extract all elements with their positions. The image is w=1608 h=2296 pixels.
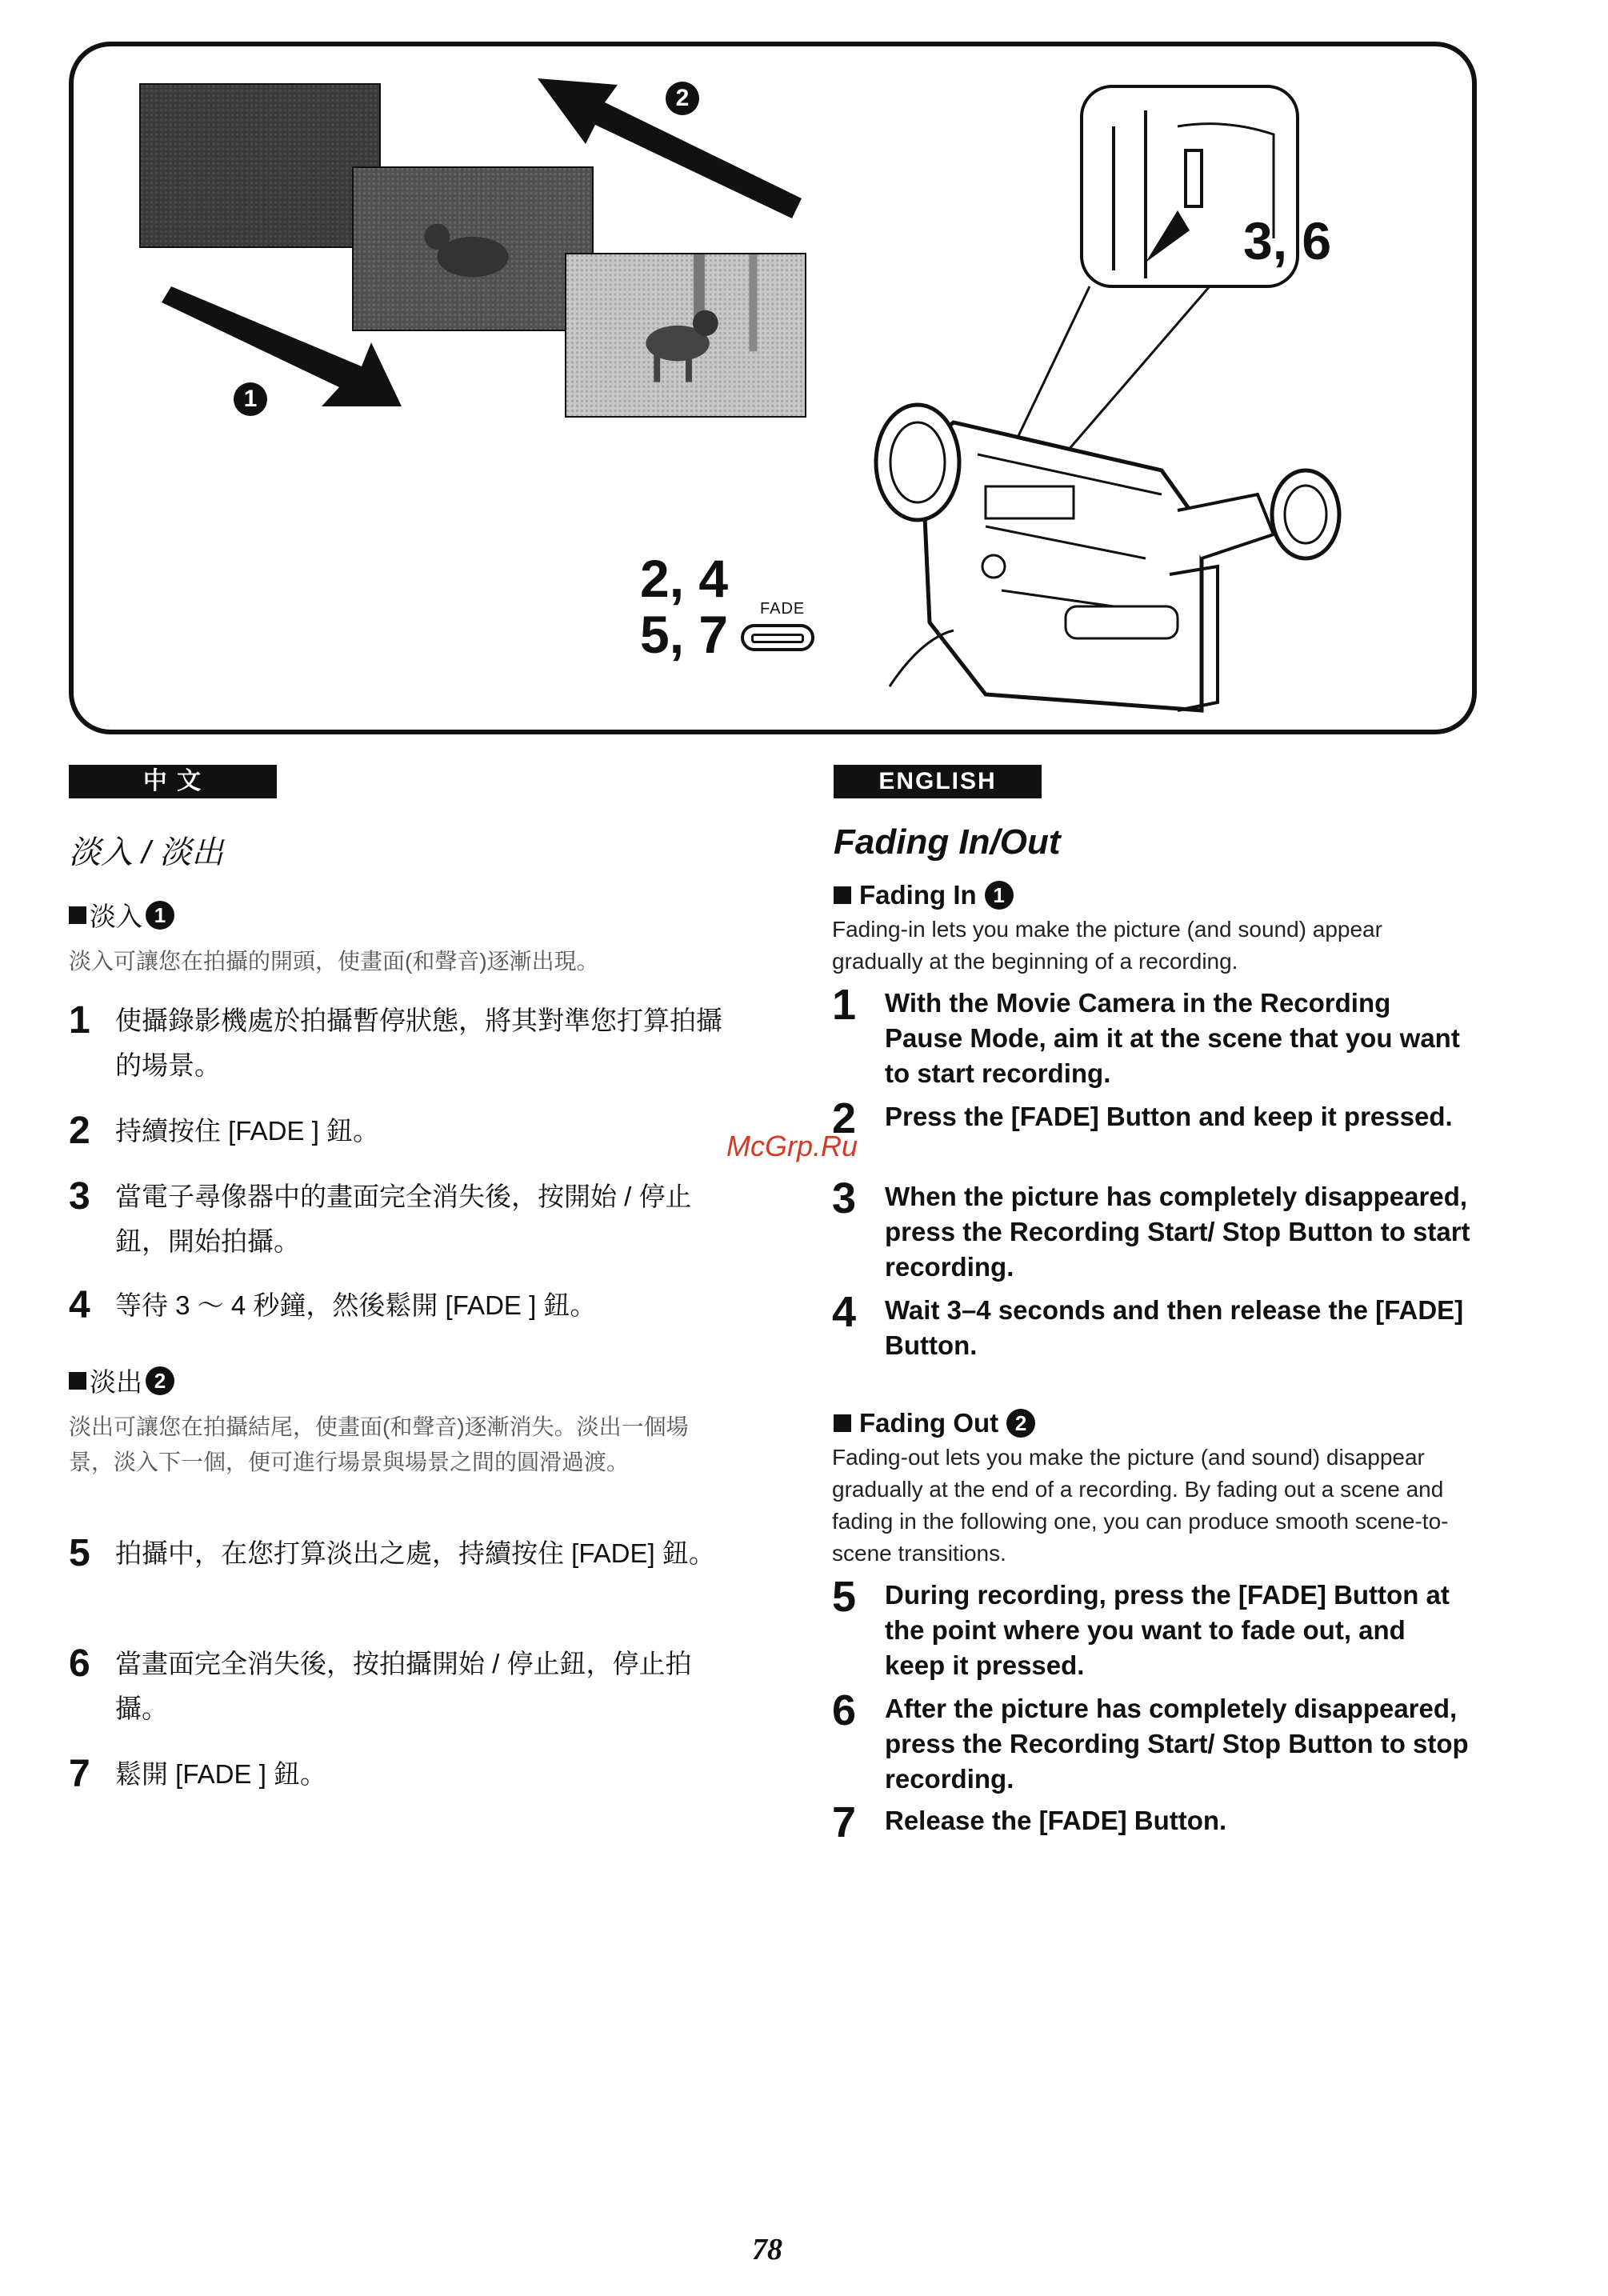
- zh-fade-out-heading: [69, 1362, 174, 1399]
- en-step: [832, 1094, 1472, 1142]
- fade-button-label: FADE: [760, 600, 806, 618]
- bullet-square-icon: [834, 886, 851, 904]
- zh-step-text: 等待 3 ～ 4 秒鐘，然後鬆開 [FADE ] 鈕。: [115, 1290, 597, 1320]
- en-step-text: Press the [FADE] Button and keep it pressed.: [885, 1102, 1453, 1131]
- en-step-text: Release the [FADE] Button.: [885, 1806, 1227, 1835]
- en-fade-in-intro: Fading-in lets you make the picture (and sound) appear gradually at the beginning of a recording.: [832, 917, 1382, 974]
- en-step: [832, 981, 1472, 1091]
- zh-fade-out-heading-text: 淡出: [90, 1367, 142, 1397]
- en-fade-out-heading: [834, 1408, 1035, 1438]
- en-step-text: When the picture has completely disappeared, press the Recording Start/ Stop Button to start recording.: [885, 1182, 1470, 1282]
- zh-section-title: 淡入 / 淡出: [69, 835, 224, 870]
- zh-step: [69, 1531, 733, 1576]
- bullet-square-icon: [69, 906, 86, 924]
- fade-frame-bright: [565, 253, 806, 418]
- circled-one-icon: 1: [985, 881, 1014, 910]
- en-step-number: 7: [832, 1798, 857, 1846]
- en-step: [832, 1798, 1472, 1846]
- en-step: [832, 1573, 1472, 1683]
- circled-one-icon: 1: [146, 901, 174, 930]
- en-step-number: 3: [832, 1174, 857, 1222]
- zh-step-number: 2: [69, 1110, 90, 1152]
- en-step: [832, 1288, 1472, 1363]
- en-step-number: 5: [832, 1573, 857, 1621]
- en-step: [832, 1686, 1472, 1797]
- en-fade-out-heading-text: Fading Out: [859, 1408, 999, 1438]
- page-number: 78: [752, 2233, 782, 2266]
- en-step-text: With the Movie Camera in the Recording Pause Mode, aim it at the scene that you want to start recording.: [885, 988, 1460, 1088]
- zh-step-number: 7: [69, 1753, 90, 1795]
- zh-step-number: 6: [69, 1642, 90, 1685]
- en-fade-out-intro: Fading-out lets you make the picture (and sound) disappear gradually at the end of a recording. By fading out a scene and fading in the following one, you can produce smooth scene-to-scene transitions.: [832, 1445, 1449, 1566]
- lang-tag-chinese: 中 文: [69, 765, 277, 798]
- en-step: [832, 1174, 1472, 1285]
- zh-fade-in-intro: 淡入可讓您在拍攝的開頭，使畫面(和聲音)逐漸出現。: [69, 949, 599, 974]
- zh-fade-in-heading-text: 淡入: [90, 902, 142, 931]
- zh-step: [69, 1109, 733, 1154]
- callout-steps-2-4: 2, 4: [640, 549, 729, 608]
- zh-fade-in-heading: [69, 896, 174, 934]
- zh-step: [69, 1174, 733, 1264]
- arrow-fade-in: [162, 286, 418, 414]
- en-fade-in-heading-text: Fading In: [859, 880, 977, 910]
- zh-step-text: 使攝錄影機處於拍攝暫停狀態，將其對準您打算拍攝的場景。: [115, 1006, 722, 1080]
- zh-step-number: 1: [69, 999, 90, 1042]
- en-section-title: Fading In/Out: [834, 822, 1061, 862]
- en-step-number: 4: [832, 1288, 857, 1336]
- zh-fade-out-intro: 淡出可讓您在拍攝結尾，使畫面(和聲音)逐漸消失。淡出一個場景，淡入下一個，便可進行場景與場景之間的圓滑過渡。: [69, 1414, 689, 1474]
- callout-steps-3-6: 3, 6: [1243, 211, 1332, 270]
- zh-step-number: 4: [69, 1284, 90, 1326]
- zh-step-text: 拍攝中，在您打算淡出之處，持續按住 [FADE] 鈕。: [115, 1538, 715, 1568]
- fade-button-icon: [741, 624, 814, 651]
- marker-fade-in: 1: [234, 382, 267, 416]
- en-fade-in-heading: [834, 880, 1014, 910]
- bullet-square-icon: [834, 1414, 851, 1432]
- en-step-text: After the picture has completely disappeared, press the Recording Start/ Stop Button to stop recording.: [885, 1694, 1469, 1794]
- lang-tag-english: ENGLISH: [834, 765, 1042, 798]
- watermark: McGrp.Ru: [726, 1130, 858, 1162]
- marker-fade-out: 2: [666, 82, 699, 115]
- en-step-number: 2: [832, 1094, 857, 1142]
- zh-step-text: 當畫面完全消失後，按拍攝開始 / 停止鈕，停止拍攝。: [115, 1649, 692, 1723]
- en-step-text: Wait 3–4 seconds and then release the [FADE] Button.: [885, 1295, 1464, 1360]
- en-step-number: 1: [832, 981, 857, 1029]
- zh-step: [69, 1283, 733, 1328]
- camcorder-illustration: [826, 78, 1466, 734]
- zh-step-text: 當電子尋像器中的畫面完全消失後，按開始 / 停止鈕，開始拍攝。: [115, 1182, 692, 1256]
- callout-steps-5-7: 5, 7: [640, 605, 729, 664]
- zh-step-text: 鬆開 [FADE ] 鈕。: [115, 1759, 327, 1789]
- zh-step-number: 3: [69, 1175, 90, 1218]
- zh-step: [69, 1642, 733, 1731]
- bullet-square-icon: [69, 1372, 86, 1390]
- zh-step: [69, 1752, 733, 1797]
- en-step-number: 6: [832, 1686, 857, 1734]
- circled-two-icon: 2: [146, 1366, 174, 1395]
- circled-two-icon: 2: [1006, 1409, 1035, 1438]
- illustration-panel: [69, 42, 1477, 734]
- fade-frame-dark: [139, 83, 381, 248]
- en-step-text: During recording, press the [FADE] Button at the point where you want to fade out, and keep it pressed.: [885, 1580, 1450, 1680]
- zh-step-text: 持續按住 [FADE ] 鈕。: [115, 1116, 380, 1146]
- zh-step-number: 5: [69, 1532, 90, 1574]
- zh-step: [69, 998, 733, 1088]
